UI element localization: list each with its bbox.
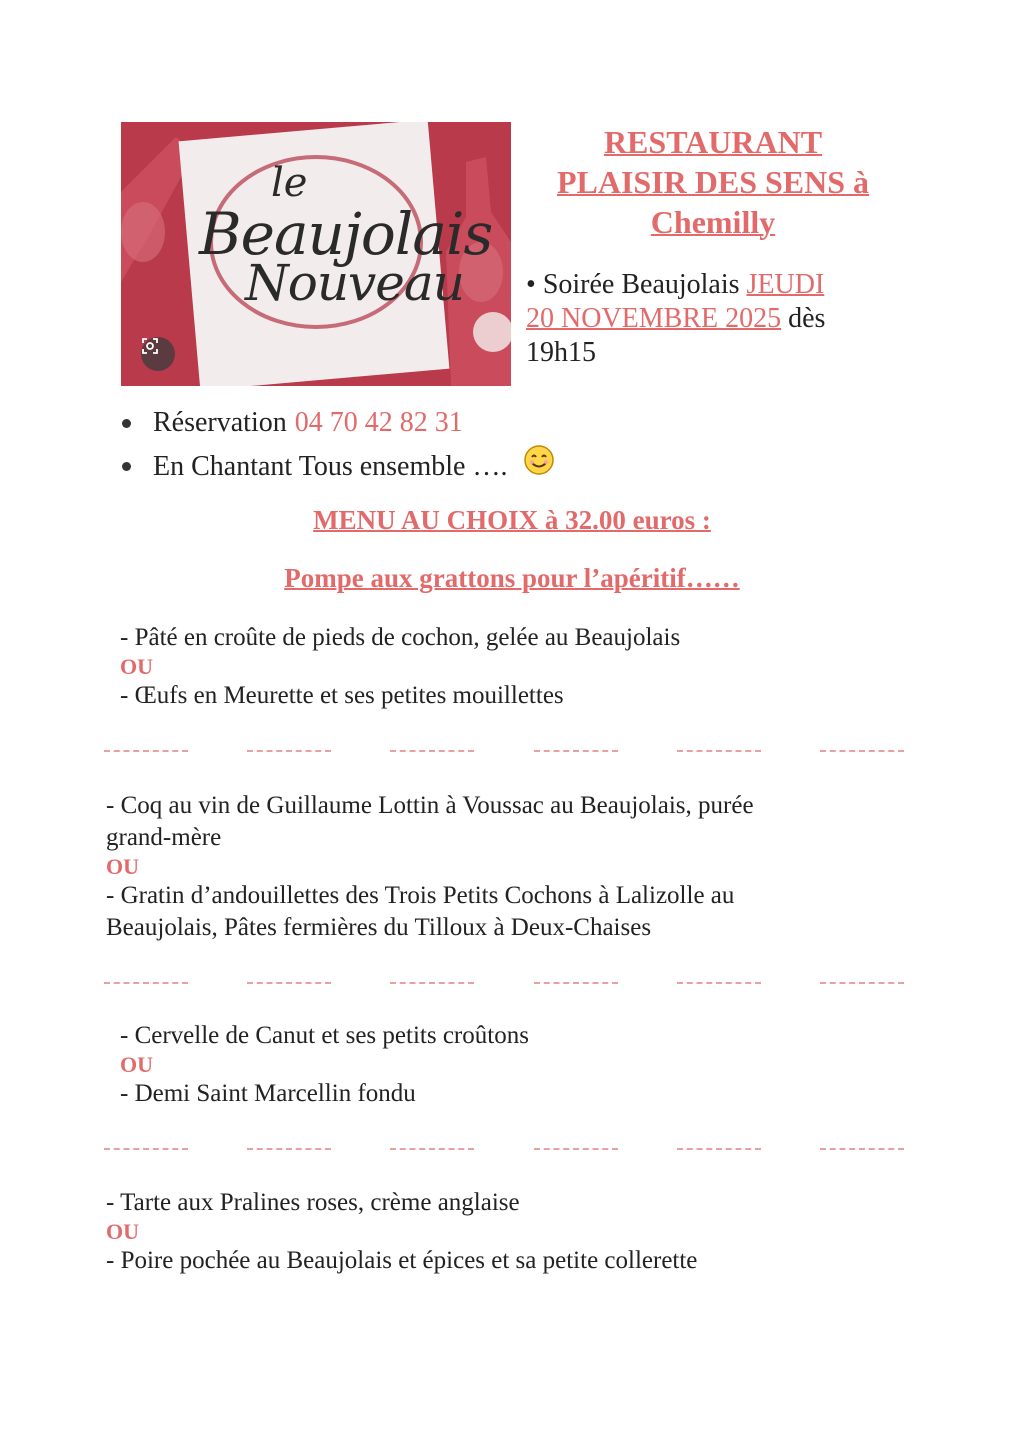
title-line-1: RESTAURANT [603,124,823,160]
course-option: grand-mère [106,824,222,851]
course-option: - Tarte aux Pralines roses, crème anglaise [106,1189,520,1216]
bullet-icon: • [526,269,536,300]
logo-word-le: le [271,160,308,206]
bullet-icon [122,462,131,471]
course-dessert [106,1187,697,1277]
or-label: OU [106,1219,139,1244]
course-option: Beaujolais, Pâtes fermières du Tilloux à Deux-Chaises [106,914,652,941]
separator [104,750,904,752]
soiree-info [526,268,886,370]
aperitif-line: Pompe aux grattons pour l’apéritif…… [284,563,740,593]
course-option: - Œufs en Meurette et ses petites mouillettes [120,682,564,709]
reservation-label: Réservation [153,407,287,438]
logo-word-nouveau: Nouveau [245,254,464,312]
lens-icon[interactable] [141,337,175,371]
chant-row [118,444,555,489]
separator [104,1148,904,1150]
menu-title: MENU AU CHOIX à 32.00 euros : [313,505,711,535]
soiree-day: JEUDI [746,269,825,300]
beaujolais-nouveau-logo [121,122,511,386]
course-option: - Coq au vin de Guillaume Lottin à Voussac au Beaujolais, purée [106,792,754,819]
soiree-date: 20 NOVEMBRE 2025 [526,303,782,334]
info-bullets [118,402,555,489]
soiree-suffix: dès [781,303,826,334]
chant-text: En Chantant Tous ensemble …. [153,450,508,482]
reservation-phone[interactable]: 04 70 42 82 31 [294,407,463,438]
reservation-row [118,402,555,444]
title-line-2: PLAISIR DES SENS à [556,164,870,200]
course-plat [106,790,754,944]
title-line-3: Chemilly [650,204,776,240]
course-option: - Demi Saint Marcellin fondu [120,1080,416,1107]
or-label: OU [120,654,153,679]
logo-word-beaujolais: Beaujolais [199,200,493,268]
bullet-icon [122,419,131,428]
course-option: - Cervelle de Canut et ses petits croûtons [120,1022,529,1049]
course-entree [120,622,680,712]
or-label: OU [106,854,139,879]
course-option: - Poire pochée au Beaujolais et épices et sa petite collerette [106,1247,698,1274]
separator [104,982,904,984]
course-option: - Pâté en croûte de pieds de cochon, gelée au Beaujolais [120,624,681,651]
restaurant-title [510,122,916,242]
soiree-time: 19h15 [526,337,596,368]
smiley-icon [523,444,555,489]
soiree-prefix: Soirée Beaujolais [542,269,747,300]
course-fromage [120,1020,529,1110]
or-label: OU [120,1052,153,1077]
course-option: - Gratin d’andouillettes des Trois Petits Cochons à Lalizolle au [106,882,735,909]
